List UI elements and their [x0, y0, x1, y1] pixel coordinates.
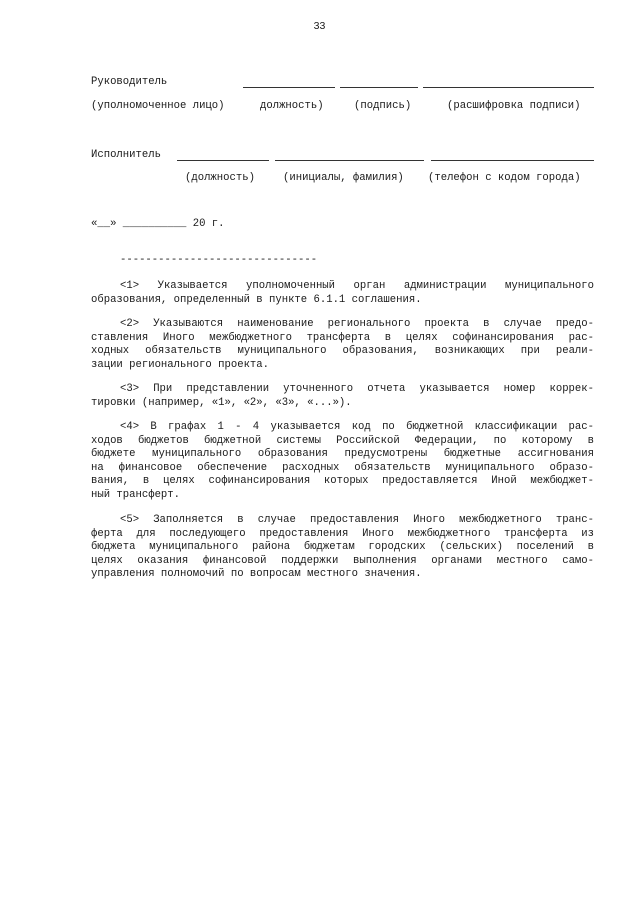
footnote-line: целях оказания финансовой поддержки выполнения органами местного само- — [91, 554, 594, 567]
caption-executor-position: (должность) — [185, 172, 255, 184]
footnote-line: ставления Иного межбюджетного трансферта в целях софинансирования рас- — [91, 331, 594, 344]
page-number: 33 — [313, 20, 326, 32]
footnote-line: ферта для последующего предоставления Иного межбюджетного трансферта из — [91, 527, 594, 540]
caption-authorized-person: (уполномоченное лицо) — [91, 100, 225, 112]
footnote-line: <5> Заполняется в случае предоставления Иного межбюджетного транс- — [120, 514, 594, 526]
executor-label: Исполнитель — [91, 149, 161, 161]
head-label: Руководитель — [91, 76, 168, 88]
footnote-line: <1> Указывается уполномоченный орган администрации муниципального — [120, 280, 594, 292]
footnote-separator: ------------------------------- — [120, 254, 318, 266]
footnote-line: вания, в целях софинансирования которых предоставляется Иной межбюджет- — [91, 475, 594, 488]
head-signature-line — [340, 87, 418, 88]
caption-head-position: должность) — [260, 100, 324, 112]
footnote-line: бюджете муниципального образования предусмотрены бюджетные ассигнования — [91, 448, 594, 461]
footnote-line: ходов бюджетов бюджетной системы Российской Федерации, по которому в — [91, 434, 594, 447]
footnote-line: <3> При представлении уточненного отчета указывается номер коррек- — [120, 383, 594, 395]
caption-executor-name: (инициалы, фамилия) — [283, 172, 404, 184]
head-position-line — [243, 87, 335, 88]
footnote-line: зации регионального проекта. — [91, 358, 270, 371]
caption-head-decoding: (расшифровка подписи) — [447, 100, 581, 112]
footnote-line: ный трансферт. — [91, 488, 181, 501]
footnote-3 — [91, 383, 594, 410]
executor-phone-line — [431, 160, 594, 161]
footnote-line: на финансовое обеспечение расходных обязательств муниципального образо- — [91, 461, 594, 474]
footnote-line: бюджета муниципального района бюджетам городских (сельских) поселений в — [91, 541, 594, 554]
footnote-line: образования, определенный в пункте 6.1.1 соглашения. — [91, 293, 422, 306]
footnote-line: <4> В графах 1 - 4 указывается код по бюджетной классификации рас- — [120, 421, 594, 433]
executor-position-line — [177, 160, 269, 161]
date-line: «__» __________ 20 г. — [91, 218, 225, 230]
executor-name-line — [275, 160, 424, 161]
footnote-5 — [91, 514, 594, 582]
caption-head-signature: (подпись) — [354, 100, 412, 112]
footnote-line: ходных обязательств муниципального образования, возникающих при реали- — [91, 345, 594, 358]
head-decoding-line — [423, 87, 594, 88]
footnote-1 — [91, 280, 594, 307]
footnote-line: тировки (например, «1», «2», «3», «...»). — [91, 396, 352, 409]
footnote-line: управления полномочий по вопросам местного значения. — [91, 568, 422, 581]
caption-executor-phone: (телефон с кодом города) — [428, 172, 581, 184]
footnote-4 — [91, 421, 594, 503]
footnote-2 — [91, 318, 594, 372]
footnote-line: <2> Указываются наименование регионального проекта в случае предо- — [120, 318, 594, 330]
